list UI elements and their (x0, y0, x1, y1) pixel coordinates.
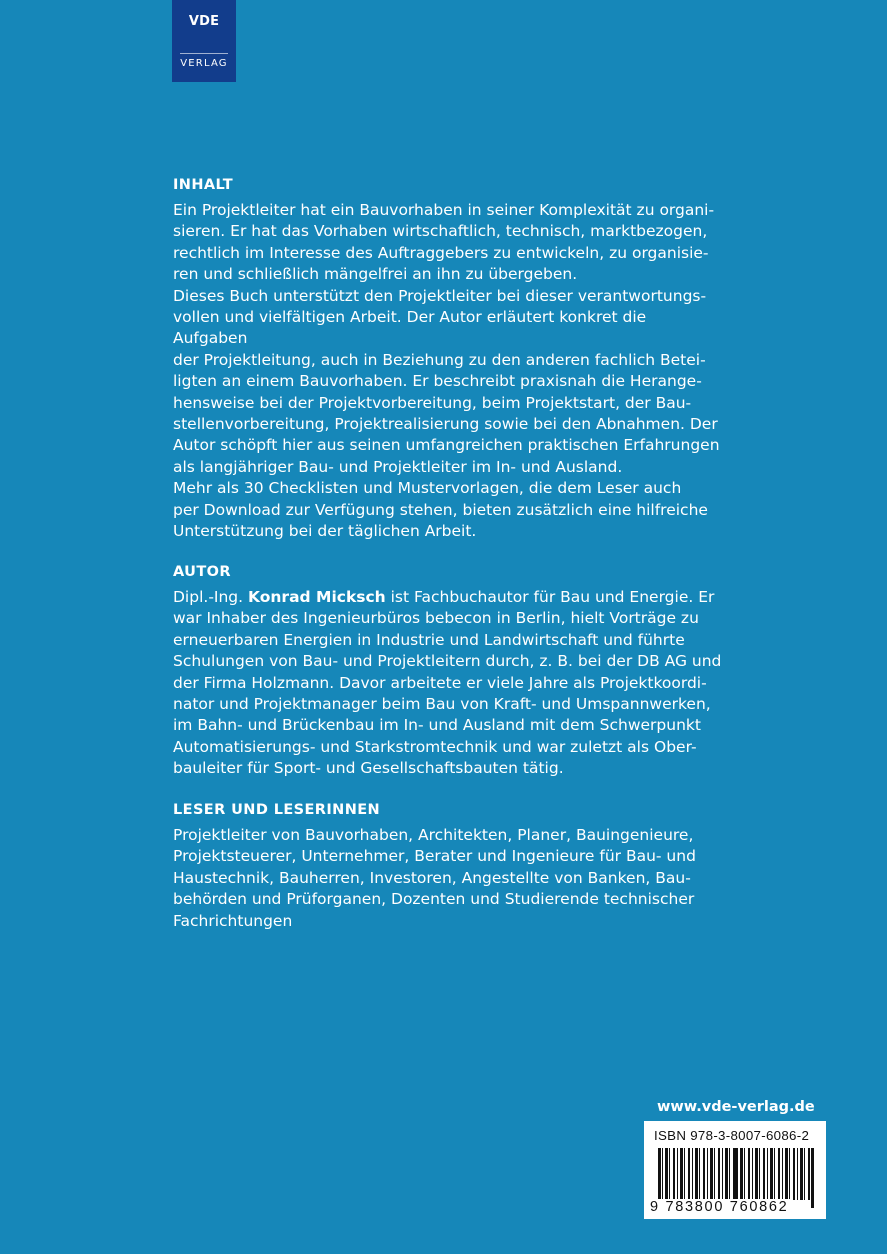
leser-heading: LESER UND LESERINNEN (173, 802, 381, 818)
inhalt-paragraph-2: Dieses Buch unterstützt den Projektleiter bei dieser verantwortungs- vollen und vielfältigen Arbeit. Der Autor erläutert konkret die Aufgaben der Projektleitung, auch in Beziehung zu den anderen fachlich Betei- ligten an einem Bauvorhaben. Er beschreibt praxisnah die Herange- hensweise bei der Projektvorbereitung, beim Projektstart, der Bau- stellenvorbereitung, Projektrealisierung sowie bei den Abnahmen. Der Autor schöpft hier aus seinen umfangreichen praktischen Erfahrungen als langjähriger Bau- und Projektleiter im In- und Ausland. (173, 286, 720, 476)
leser-paragraph: Projektleiter von Bauvorhaben, Architekten, Planer, Bauingenieure, Projektsteuerer, Unternehmer, Berater und Ingenieure für Bau- und Haustechnik, Bauherren, Investoren, Angestellte von Banken, Bau- behörden und Prüforganen, Dozenten und Studierende technischer Fachrichtungen (173, 826, 696, 930)
leser-body (173, 825, 723, 932)
autor-prefix: Dipl.-Ing. (173, 588, 248, 606)
inhalt-body (173, 200, 723, 543)
barcode-number: 9 783800 760862 (650, 1199, 789, 1215)
autor-body (173, 587, 723, 780)
autor-section (173, 562, 723, 780)
logo-divider (180, 53, 228, 54)
author-name: Konrad Micksch (248, 588, 386, 606)
logo-top-text: VDE (188, 14, 220, 29)
autor-paragraph (173, 587, 723, 780)
autor-heading: AUTOR (173, 564, 231, 580)
publisher-website[interactable]: www.vde-verlag.de (657, 1099, 815, 1115)
barcode-right-guard (811, 1148, 814, 1208)
publisher-logo (172, 0, 236, 82)
inhalt-heading: INHALT (173, 177, 234, 193)
inhalt-paragraph-3: Mehr als 30 Checklisten und Mustervorlagen, die dem Leser auch per Download zur Verfügung stehen, bieten zusätzlich eine hilfreiche Unterstützung bei der täglichen Arbeit. (173, 479, 708, 541)
inhalt-paragraph-1: Ein Projektleiter hat ein Bauvorhaben in seiner Komplexität zu organi- sieren. Er hat das Vorhaben wirtschaftlich, technisch, marktbezogen, rechtlich im Interesse des Auftraggebers zu entwickeln, zu organisie- ren und schließlich mängelfrei an ihn zu übergeben. (173, 201, 715, 284)
logo-bottom-text: VERLAG (180, 58, 228, 69)
inhalt-section (173, 175, 723, 543)
autor-description: ist Fachbuchautor für Bau und Energie. Er war Inhaber des Ingenieurbüros bebecon in Berlin, hielt Vorträge zu erneuerbaren Energien in Industrie und Landwirtschaft und führte Schulungen von Bau- und Projektleitern durch, z. B. bei der DB AG und der Firma Holzmann. Davor arbeitete er viele Jahre als Projektkoordi- nator und Projektmanager beim Bau von Kraft- und Umspannwerken, im Bahn- und Brückenbau im In- und Ausland mit dem Schwerpunkt Automatisierungs- und Starkstromtechnik und war zuletzt als Ober- bauleiter für Sport- und Gesellschaftsbauten tätig. (173, 588, 722, 778)
leser-section (173, 800, 723, 932)
isbn-label: ISBN 978-3-8007-6086-2 (654, 1128, 810, 1143)
isbn-barcode-box (644, 1121, 826, 1219)
